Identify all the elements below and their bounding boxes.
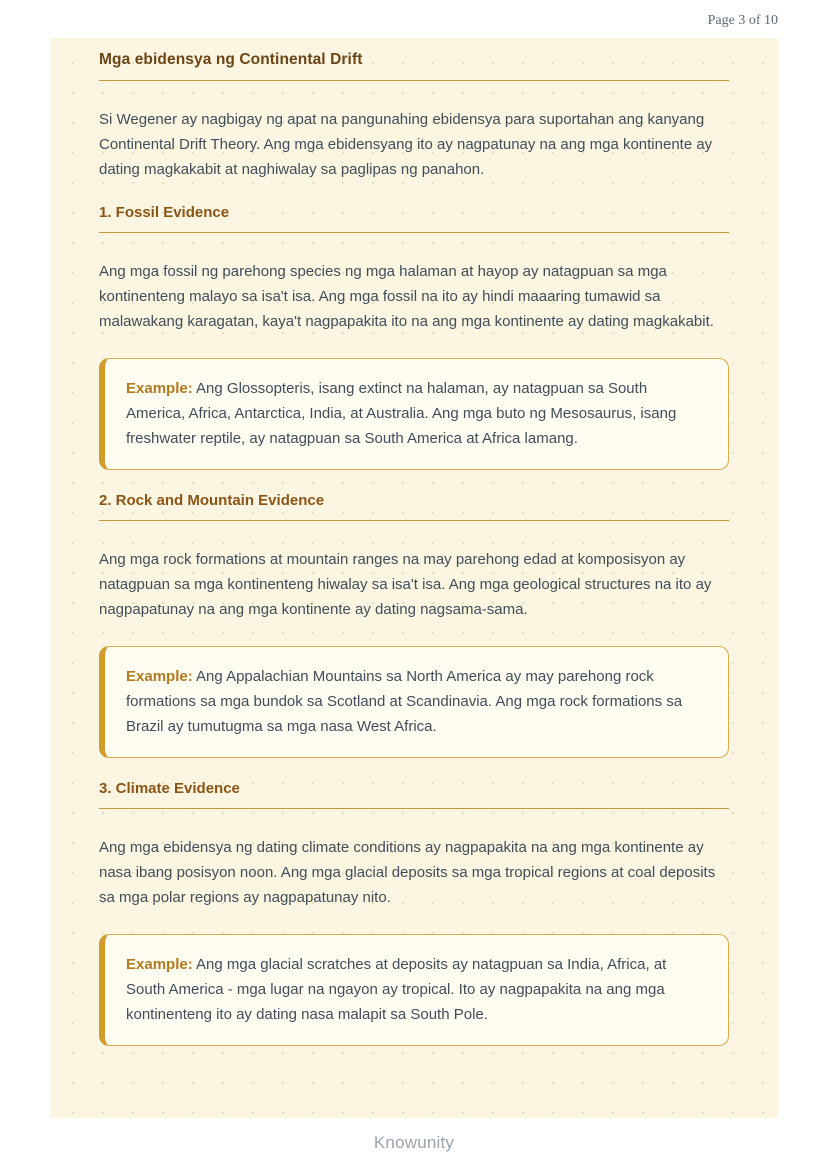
section-heading-fossil-evidence: 1. Fossil Evidence <box>99 204 230 221</box>
knowunity-brand-label: Knowunity <box>373 1133 455 1152</box>
document-title: Mga ebidensya ng Continental Drift <box>99 51 363 68</box>
section-paragraph: Ang mga ebidensya ng dating climate conditions ay nagpapakita na ang mga kontinente ay nasa ibang posisyon noon. Ang mga glacial deposits sa mga tropical regions at coal deposits sa mga polar regions ay nagpapatunay nito. <box>99 839 716 906</box>
section-paragraph: Ang mga fossil ng parehong species ng mga halaman at hayop ay natagpuan sa mga kontinenteng malayo sa isa't isa. Ang mga fossil na ito ay hindi maaaring tumawid sa malawakang karagatan, kaya't nagpapakita ito na ang mga kontinente ay dating magkakabit. <box>99 263 714 330</box>
example-text: Ang Glossopteris, isang extinct na halaman, ay natagpuan sa South America, Africa, Antarctica, India, at Australia. Ang mga buto ng Mesosaurus, isang freshwater reptile, ay natagpuan sa South America at Africa lamang. <box>126 380 677 447</box>
example-label: Example: <box>126 956 193 973</box>
example-text: Ang mga glacial scratches at deposits ay natagpuan sa India, Africa, at South America - mga lugar na ngayon ay tropical. Ito ay nagpapakita na ang mga kontinenteng ito ay dating nasa malapit sa South Pole. <box>126 956 667 1023</box>
intro-paragraph: Si Wegener ay nagbigay ng apat na pangunahing ebidensya para suportahan ang kanyang Continental Drift Theory. Ang mga ebidensyang ito ay nagpatunay na ang mga kontinente ay dating magkakabit at naghiwalay sa paglipas ng panahon. <box>99 111 713 178</box>
page-indicator: Page 3 of 10 <box>707 13 778 28</box>
example-text: Ang Appalachian Mountains sa North America ay may parehong rock formations sa mga bundok sa Scotland at Scandinavia. Ang mga rock formations sa Brazil ay tumutugma sa mga nasa West Africa. <box>126 668 683 735</box>
section-rule <box>99 808 729 809</box>
example-box <box>99 646 729 758</box>
document-viewer <box>50 0 778 1153</box>
title-rule <box>99 80 729 81</box>
example-label: Example: <box>126 668 193 685</box>
section-heading-climate-evidence: 3. Climate Evidence <box>99 780 240 797</box>
section-rule <box>99 232 729 233</box>
section-paragraph: Ang mga rock formations at mountain ranges na may parehong edad at komposisyon ay natagpuan sa mga kontinenteng hiwalay sa isa't isa. Ang mga geological structures na ito ay nagpapatunay na ang mga kontinente ay dating nagsama-sama. <box>99 551 712 618</box>
section-rule <box>99 520 729 521</box>
example-box <box>99 934 729 1046</box>
example-box <box>99 358 729 470</box>
document-page <box>50 38 778 1118</box>
section-heading-rock-mountain-evidence: 2. Rock and Mountain Evidence <box>99 492 325 509</box>
example-label: Example: <box>126 380 193 397</box>
